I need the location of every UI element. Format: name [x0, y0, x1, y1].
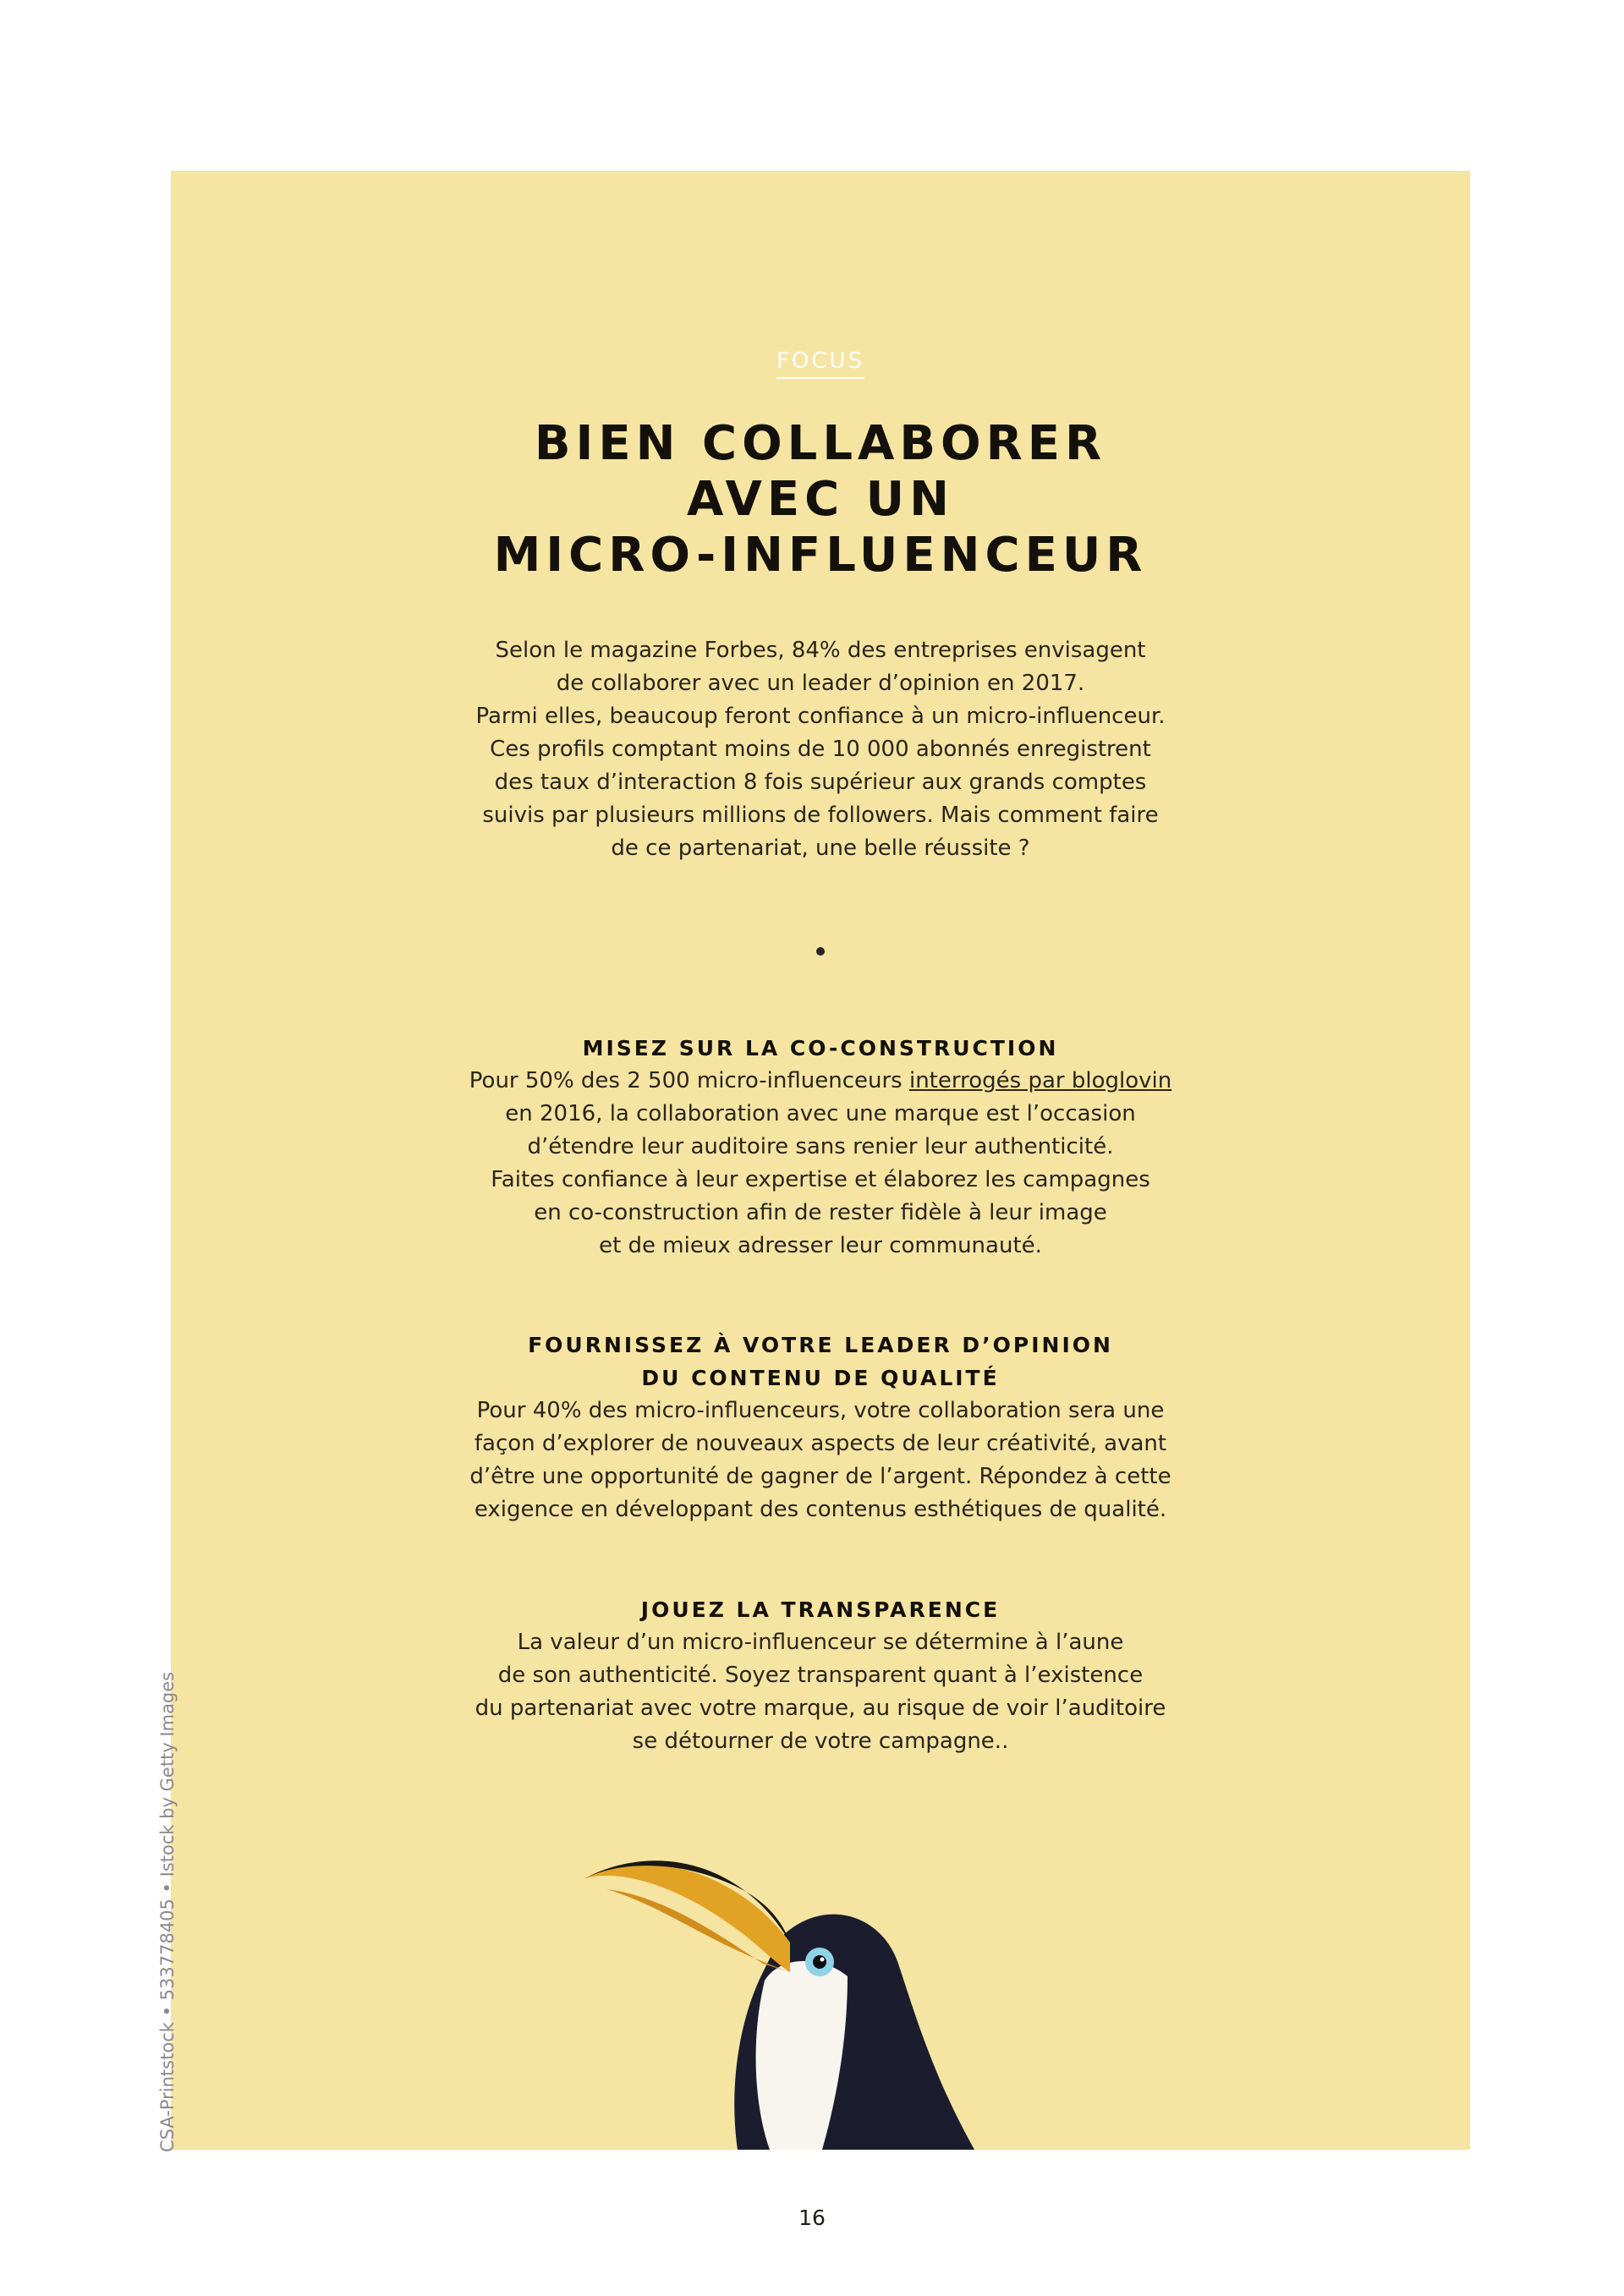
- section-body-line: en 2016, la collaboration avec une marque est l’occasion: [505, 1101, 1136, 1126]
- section-heading: [365, 1593, 1276, 1626]
- intro-line: de ce partenariat, une belle réussite ?: [611, 836, 1030, 861]
- section-contenu-qualite: [365, 1329, 1276, 1526]
- section-body-line: [365, 1065, 1276, 1098]
- intro-line: Ces profils comptant moins de 10 000 abonnés enregistrent: [490, 737, 1151, 762]
- photo-credit: CSA-Printstock • 533778405 • Istock by Getty Images: [157, 1671, 178, 2152]
- section-body-line: Pour 40% des micro-influenceurs, votre collaboration sera une: [476, 1398, 1165, 1423]
- section-body-line: façon d’explorer de nouveaux aspects de leur créativité, avant: [474, 1431, 1167, 1456]
- title-line: MICRO-INFLUENCEUR: [493, 528, 1148, 583]
- section-body-text: Pour 50% des 2 500 micro-influenceurs: [469, 1068, 909, 1093]
- intro-paragraph: [365, 634, 1276, 865]
- section-body-line: Faites confiance à leur expertise et élaborez les campagnes: [491, 1167, 1150, 1192]
- page-title: [171, 416, 1470, 584]
- kicker-label: [171, 348, 1470, 379]
- intro-line: suivis par plusieurs millions de followers. Mais comment faire: [482, 803, 1159, 828]
- title-line: AVEC UN: [686, 472, 955, 527]
- separator-dot: [816, 947, 825, 956]
- page-number: 16: [798, 2206, 826, 2230]
- section-body-line: de son authenticité. Soyez transparent quant à l’existence: [497, 1663, 1144, 1688]
- section-body-line: en co-construction afin de rester fidèle à leur image: [534, 1200, 1107, 1225]
- intro-line: des taux d’interaction 8 fois supérieur aux grands comptes: [494, 770, 1147, 795]
- intro-line: de collaborer avec un leader d’opinion en 2017.: [556, 671, 1085, 696]
- intro-line: Selon le magazine Forbes, 84% des entreprises envisagent: [495, 638, 1146, 663]
- section-body-line: La valeur d’un micro-influenceur se détermine à l’aune: [517, 1630, 1124, 1655]
- section-heading-line: JOUEZ LA TRANSPARENCE: [640, 1597, 1001, 1622]
- section-body-line: se détourner de votre campagne..: [632, 1729, 1009, 1754]
- section-body-line: et de mieux adresser leur communauté.: [599, 1233, 1042, 1258]
- section-heading-line: MISEZ SUR LA CO-CONSTRUCTION: [582, 1036, 1059, 1060]
- toucan-illustration: [568, 1837, 1025, 2150]
- intro-line: Parmi elles, beaucoup feront confiance à un micro-influenceur.: [475, 704, 1166, 729]
- section-co-construction: [365, 1032, 1276, 1263]
- section-heading-line: DU CONTENU DE QUALITÉ: [641, 1366, 1000, 1390]
- toucan-eye: [813, 1955, 826, 1969]
- section-transparence: [365, 1593, 1276, 1758]
- section-heading: [365, 1329, 1276, 1395]
- bloglovin-link[interactable]: interrogés par bloglovin: [908, 1068, 1172, 1093]
- section-body: [365, 1395, 1276, 1526]
- title-line: BIEN COLLABORER: [534, 416, 1107, 471]
- toucan-eye-highlight: [820, 1958, 825, 1962]
- kicker-text: FOCUS: [776, 348, 864, 379]
- focus-panel: [171, 171, 1470, 2150]
- section-heading: [365, 1032, 1276, 1065]
- section-body-line: d’étendre leur auditoire sans renier leur authenticité.: [527, 1134, 1114, 1159]
- section-heading-line: FOURNISSEZ À VOTRE LEADER D’OPINION: [528, 1333, 1113, 1357]
- section-body-line: d’être une opportunité de gagner de l’argent. Répondez à cette: [469, 1464, 1171, 1489]
- section-body: [365, 1065, 1276, 1263]
- section-body-line: du partenariat avec votre marque, au risque de voir l’auditoire: [475, 1696, 1166, 1721]
- section-body-line: exigence en développant des contenus esthétiques de qualité.: [474, 1497, 1167, 1522]
- section-body: [365, 1626, 1276, 1758]
